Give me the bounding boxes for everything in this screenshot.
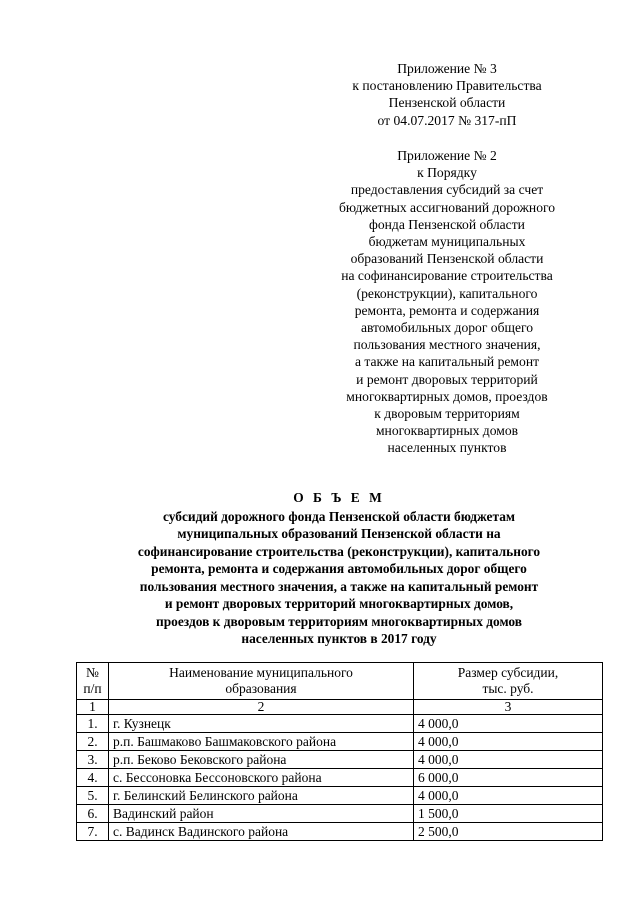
row-number: 1. <box>77 715 109 733</box>
column-index-row <box>77 700 603 715</box>
row-amount: 4 000,0 <box>414 751 603 769</box>
row-amount: 4 000,0 <box>414 733 603 751</box>
appendix-2-line: автомобильных дорог общего <box>360 320 534 336</box>
row-municipality: р.п. Башмаково Башмаковского района <box>109 733 414 751</box>
title-line: субсидий дорожного фонда Пензенской области бюджетам <box>162 508 516 524</box>
row-number: 3. <box>77 751 109 769</box>
table-row <box>77 715 603 733</box>
header-amount-line1: Размер субсидии, <box>457 665 559 680</box>
appendix-3-line: от 04.07.2017 № 317-пП <box>377 112 517 128</box>
appendix-2-header <box>316 147 578 457</box>
row-number: 7. <box>77 823 109 841</box>
appendix-2-line: многоквартирных домов, проездов <box>346 388 548 404</box>
table-row <box>77 733 603 751</box>
table-row <box>77 805 603 823</box>
appendix-2-line: населенных пунктов <box>387 440 507 456</box>
document-title <box>88 489 590 648</box>
title-line: ремонта, ремонта и содержания автомобильных дорог общего <box>151 561 527 576</box>
appendix-3-header <box>316 60 578 129</box>
appendix-2-line: фонда Пензенской области <box>369 216 525 232</box>
appendix-2-line: пользования местного значения, <box>353 337 541 353</box>
row-municipality: г. Белинский Белинского района <box>109 787 414 805</box>
row-municipality: Вадинский район <box>109 805 414 823</box>
appendix-2-line: бюджетных ассигнований дорожного <box>338 199 556 215</box>
row-number: 5. <box>77 787 109 805</box>
title-line: и ремонт дворовых территорий многоквартирных домов, <box>164 596 514 611</box>
row-number: 6. <box>77 805 109 823</box>
header-municipality-line2: образования <box>225 681 297 696</box>
appendix-2-line: предоставления субсидий за счет <box>350 182 544 198</box>
row-number: 4. <box>77 769 109 787</box>
appendix-2-line: на софинансирование строительства <box>341 268 553 284</box>
row-amount: 4 000,0 <box>414 715 603 733</box>
appendix-2-line: ремонта, ремонта и содержания <box>354 302 540 318</box>
column-index: 1 <box>77 700 109 715</box>
row-amount: 4 000,0 <box>414 787 603 805</box>
appendix-2-line: бюджетам муниципальных <box>368 234 526 250</box>
row-amount: 1 500,0 <box>414 805 603 823</box>
table-row <box>77 787 603 805</box>
column-index: 3 <box>414 700 603 715</box>
header-amount <box>414 663 603 700</box>
header-number-line2: п/п <box>83 681 102 696</box>
appendix-3-line: Приложение № 3 <box>397 61 497 76</box>
header-number <box>77 663 109 700</box>
header-municipality <box>109 663 414 700</box>
table-row <box>77 751 603 769</box>
appendix-2-line: к дворовым территориям <box>374 406 520 422</box>
row-amount: 2 500,0 <box>414 823 603 841</box>
table-header-row <box>77 663 603 700</box>
appendix-3-line: к постановлению Правительства <box>352 78 542 94</box>
column-index: 2 <box>109 700 414 715</box>
subsidy-table <box>76 662 603 841</box>
row-number: 2. <box>77 733 109 751</box>
appendix-2-line: образований Пензенской области <box>350 251 544 267</box>
header-amount-line2: тыс. руб. <box>482 681 534 696</box>
row-municipality: г. Кузнецк <box>109 715 414 733</box>
row-municipality: с. Бессоновка Бессоновского района <box>109 769 414 787</box>
row-municipality: р.п. Беково Бековского района <box>109 751 414 769</box>
header-municipality-line1: Наименование муниципального <box>169 665 353 680</box>
appendix-2-line: многоквартирных домов <box>375 423 519 439</box>
appendix-2-line: к Порядку <box>417 165 477 181</box>
row-municipality: с. Вадинск Вадинского района <box>109 823 414 841</box>
title-line: пользования местного значения, а также на капитальный ремонт <box>139 578 539 594</box>
appendix-2-line: (реконструкции), капитального <box>356 285 538 301</box>
row-amount: 6 000,0 <box>414 769 603 787</box>
appendix-2-line: и ремонт дворовых территорий <box>356 371 538 387</box>
title-line: муниципальных образований Пензенской области на <box>177 526 501 541</box>
header-number-line1: № <box>86 665 99 680</box>
title-line: проездов к дворовым территориям многоквартирных домов <box>156 613 522 629</box>
table-row <box>77 769 603 787</box>
table-row <box>77 823 603 841</box>
appendix-3-line: Пензенской области <box>388 95 506 111</box>
title-line: населенных пунктов в 2017 году <box>241 631 437 646</box>
title-line: софинансирование строительства (реконструкции), капитального <box>137 543 541 559</box>
appendix-2-line: Приложение № 2 <box>397 148 497 163</box>
title-heading: О Б Ъ Е М <box>293 490 385 505</box>
appendix-2-line: а также на капитальный ремонт <box>354 354 540 370</box>
